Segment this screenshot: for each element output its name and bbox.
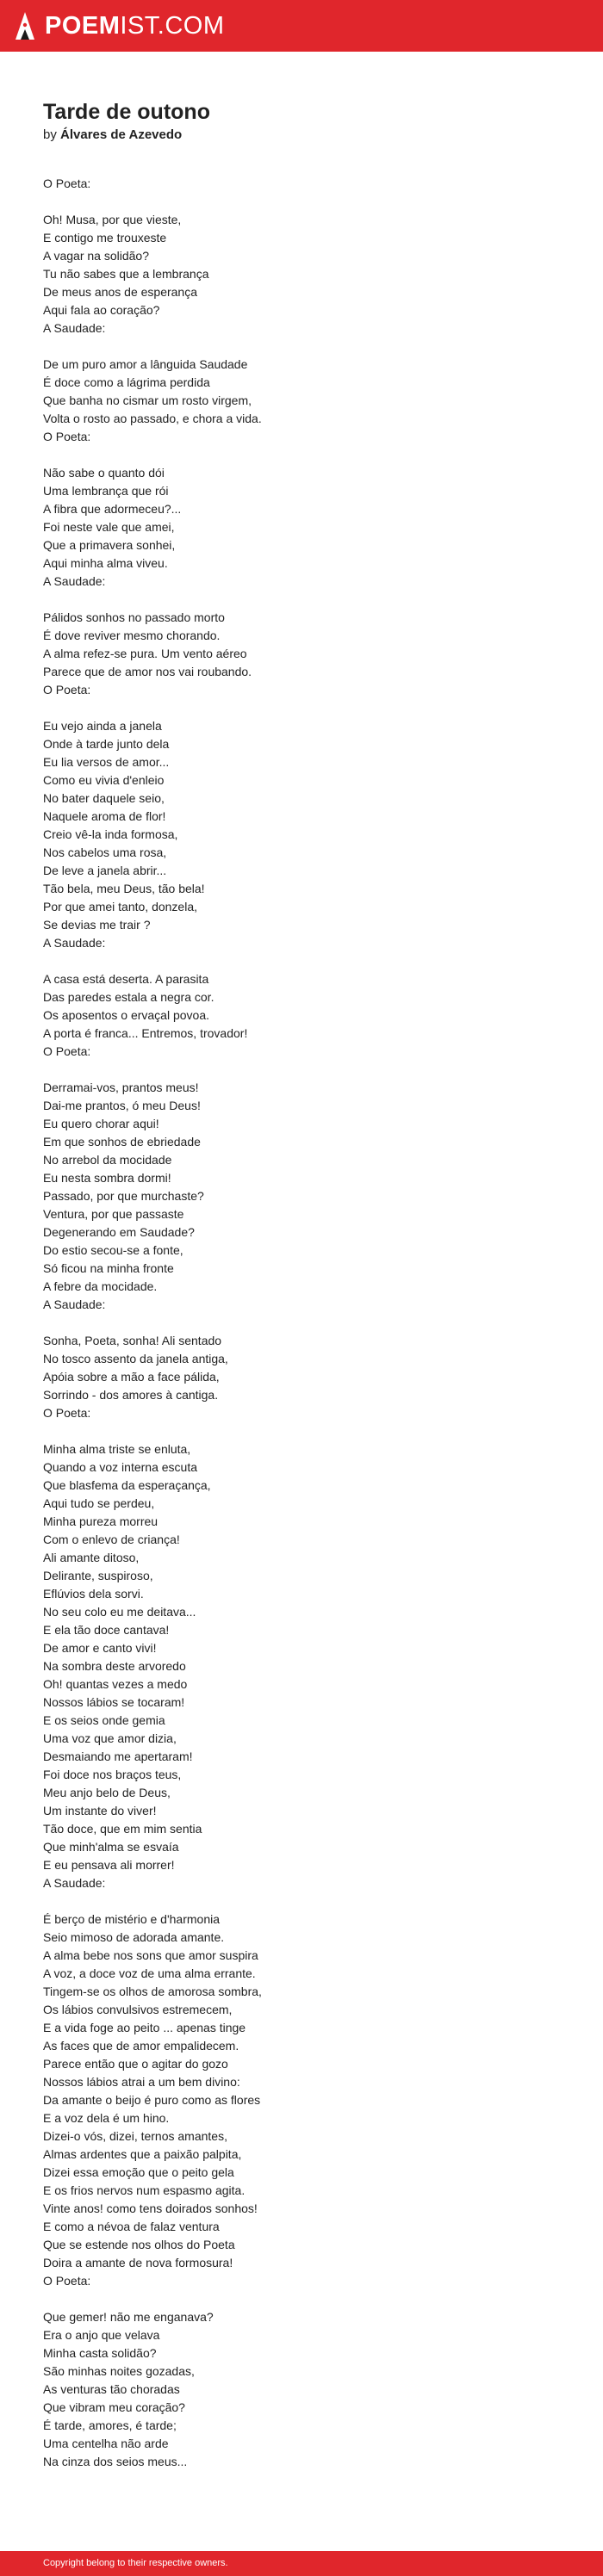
poem-line: É dove reviver mesmo chorando. bbox=[43, 629, 221, 642]
poem-stanza bbox=[43, 2308, 569, 2471]
poem-line: Naquele aroma de flor! bbox=[43, 809, 166, 823]
poem-stanza bbox=[43, 1079, 569, 1314]
poem-body bbox=[43, 175, 569, 2471]
poem-line: Seio mimoso de adorada amante. bbox=[43, 1930, 225, 1944]
poem-stanza bbox=[43, 356, 569, 446]
poem-line: É tarde, amores, é tarde; bbox=[43, 2418, 177, 2432]
poem-line: A casa está deserta. A parasita bbox=[43, 972, 209, 986]
poem-author-link[interactable]: Álvares de Azevedo bbox=[60, 127, 183, 142]
copyright-text: Copyright belong to their respective owners. bbox=[43, 2558, 228, 2568]
poem-line: Na sombra deste arvoredo bbox=[43, 1659, 186, 1673]
poem-stanza bbox=[43, 175, 569, 193]
poem-line: E a vida foge ao peito ... apenas tinge bbox=[43, 2021, 246, 2034]
poem-line: A vagar na solidão? bbox=[43, 249, 149, 263]
poem-line: No bater daquele seio, bbox=[43, 791, 165, 805]
poem-line: A voz, a doce voz de uma alma errante. bbox=[43, 1966, 256, 1980]
poem-line: Derramai-vos, prantos meus! bbox=[43, 1081, 199, 1094]
poem-line: E como a névoa de falaz ventura bbox=[43, 2220, 220, 2233]
poem-line: Delirante, suspiroso, bbox=[43, 1569, 153, 1582]
poem-line: Nossos lábios se tocaram! bbox=[43, 1695, 185, 1709]
poem-line: Eu nesta sombra dormi! bbox=[43, 1171, 171, 1185]
poem-line: Tão bela, meu Deus, tão bela! bbox=[43, 882, 205, 895]
poem-line: Onde à tarde junto dela bbox=[43, 737, 170, 751]
poem-line: As faces que de amor empalidecem. bbox=[43, 2039, 239, 2053]
poem-line: Dizei essa emoção que o peito gela bbox=[43, 2165, 234, 2179]
poem-line: Tingem-se os olhos de amorosa sombra, bbox=[43, 1985, 262, 1998]
poem-line: Parece então que o agitar do gozo bbox=[43, 2057, 228, 2071]
poem-line: De meus anos de esperança bbox=[43, 285, 197, 299]
poem-stanza bbox=[43, 1910, 569, 2290]
poem-line: A Saudade: bbox=[43, 1876, 106, 1890]
poem-line: Um instante do viver! bbox=[43, 1804, 157, 1817]
poem-line: Nos cabelos uma rosa, bbox=[43, 845, 167, 859]
poem-line: O Poeta: bbox=[43, 430, 91, 443]
poem-line: Minha pureza morreu bbox=[43, 1514, 159, 1528]
poem-container bbox=[43, 99, 569, 2489]
poem-line: E a voz dela é um hino. bbox=[43, 2111, 170, 2125]
poem-line: No seu colo eu me deitava... bbox=[43, 1605, 196, 1619]
poem-line: Só ficou na minha fronte bbox=[43, 1261, 174, 1275]
poem-line: Tu não sabes que a lembrança bbox=[43, 267, 209, 281]
poem-line: Que banha no cismar um rosto virgem, bbox=[43, 393, 252, 407]
poem-line: Doira a amante de nova formosura! bbox=[43, 2256, 233, 2269]
poem-line: Os aposentos o ervaçal povoa. bbox=[43, 1008, 210, 1022]
poem-line: Meu anjo belo de Deus, bbox=[43, 1786, 171, 1799]
poem-line: O Poeta: bbox=[43, 1044, 91, 1058]
poem-line: Pálidos sonhos no passado morto bbox=[43, 610, 225, 624]
poem-line: Ali amante ditoso, bbox=[43, 1551, 140, 1564]
poem-line: Degenerando em Saudade? bbox=[43, 1225, 195, 1239]
poem-line: E eu pensava ali morrer! bbox=[43, 1858, 175, 1872]
poem-line: O Poeta: bbox=[43, 2274, 91, 2288]
poem-line: Ventura, por que passaste bbox=[43, 1207, 184, 1221]
poem-line: Aqui fala ao coração? bbox=[43, 303, 160, 317]
poem-line: Era o anjo que velava bbox=[43, 2328, 160, 2342]
poem-line: A alma refez-se pura. Um vento aéreo bbox=[43, 647, 247, 660]
poem-byline bbox=[43, 127, 569, 144]
poem-line: Não sabe o quanto dói bbox=[43, 466, 165, 480]
poem-line: Uma voz que amor dizia, bbox=[43, 1731, 177, 1745]
site-footer bbox=[0, 2551, 603, 2576]
byline-prefix: by bbox=[43, 127, 57, 142]
poem-line: É doce como a lágrima perdida bbox=[43, 375, 210, 389]
poem-line: Parece que de amor nos vai roubando. bbox=[43, 665, 252, 678]
poem-line: Aqui minha alma viveu. bbox=[43, 556, 168, 570]
poem-line: É berço de mistério e d'harmonia bbox=[43, 1912, 220, 1926]
poem-line: Da amante o beijo é puro como as flores bbox=[43, 2093, 261, 2107]
poem-line: Que blasfema da esperaçança, bbox=[43, 1478, 211, 1492]
poem-line: A Saudade: bbox=[43, 574, 106, 588]
poem-line: No tosco assento da janela antiga, bbox=[43, 1352, 228, 1365]
poem-line: Creio vê-la inda formosa, bbox=[43, 827, 178, 841]
poem-line: Desmaiando me apertaram! bbox=[43, 1749, 193, 1763]
poem-line: Dizei-o vós, dizei, ternos amantes, bbox=[43, 2129, 227, 2143]
poem-line: E ela tão doce cantava! bbox=[43, 1623, 170, 1637]
poem-line: Tão doce, que em mim sentia bbox=[43, 1822, 202, 1836]
site-header bbox=[0, 0, 603, 52]
poem-line: Que gemer! não me enganava? bbox=[43, 2310, 214, 2324]
poem-line: No arrebol da mocidade bbox=[43, 1153, 172, 1167]
logo-wordmark: POEMIST.COM bbox=[45, 11, 225, 40]
poem-line: E os seios onde gemia bbox=[43, 1713, 165, 1727]
poem-line: Oh! quantas vezes a medo bbox=[43, 1677, 188, 1691]
poem-line: Oh! Musa, por que vieste, bbox=[43, 213, 182, 226]
poem-line: Os lábios convulsivos estremecem, bbox=[43, 2003, 233, 2016]
poem-line: Almas ardentes que a paixão palpita, bbox=[43, 2147, 242, 2161]
poem-line: A Saudade: bbox=[43, 321, 106, 335]
poem-line: Sonha, Poeta, sonha! Ali sentado bbox=[43, 1334, 222, 1347]
poem-line: E os frios nervos num espasmo agita. bbox=[43, 2183, 246, 2197]
poem-line: O Poeta: bbox=[43, 683, 91, 697]
poem-line: Das paredes estala a negra cor. bbox=[43, 990, 214, 1004]
poem-line: O Poeta: bbox=[43, 176, 91, 190]
poem-line: As venturas tão choradas bbox=[43, 2382, 180, 2396]
poem-line: São minhas noites gozadas, bbox=[43, 2364, 195, 2378]
poem-stanza bbox=[43, 211, 569, 337]
poem-line: Nossos lábios atrai a um bem divino: bbox=[43, 2075, 240, 2089]
poem-line: Sorrindo - dos amores à cantiga. bbox=[43, 1388, 219, 1402]
poem-line: Foi doce nos braços teus, bbox=[43, 1768, 182, 1781]
poem-line: Dai-me prantos, ó meu Deus! bbox=[43, 1099, 201, 1112]
poem-line: A Saudade: bbox=[43, 936, 106, 950]
poem-line: Do estio secou-se a fonte, bbox=[43, 1243, 183, 1257]
poem-line: Com o enlevo de criança! bbox=[43, 1533, 180, 1546]
poem-line: Minha alma triste se enluta, bbox=[43, 1442, 191, 1456]
poem-line: A alma bebe nos sons que amor suspira bbox=[43, 1948, 258, 1962]
poem-line: Eu lia versos de amor... bbox=[43, 755, 170, 769]
poem-line: Que minh'alma se esvaía bbox=[43, 1840, 179, 1854]
pen-nib-logo-icon bbox=[14, 10, 36, 41]
poem-line: Volta o rosto ao passado, e chora a vida. bbox=[43, 412, 262, 425]
poem-line: A Saudade: bbox=[43, 1297, 106, 1311]
poem-line: Uma centelha não arde bbox=[43, 2437, 169, 2450]
poem-line: Eflúvios dela sorvi. bbox=[43, 1587, 144, 1601]
poem-line: A fibra que adormeceu?... bbox=[43, 502, 182, 516]
poem-stanza bbox=[43, 1440, 569, 1892]
poem-stanza bbox=[43, 609, 569, 699]
poem-line: Foi neste vale que amei, bbox=[43, 520, 175, 534]
poem-line: A febre da mocidade. bbox=[43, 1279, 158, 1293]
poem-line: De leve a janela abrir... bbox=[43, 864, 167, 877]
poem-line: Apóia sobre a mão a face pálida, bbox=[43, 1370, 220, 1384]
poem-line: De um puro amor a lânguida Saudade bbox=[43, 357, 248, 371]
poem-stanza bbox=[43, 717, 569, 952]
poem-line: Minha casta solidão? bbox=[43, 2346, 157, 2360]
poem-line: Eu vejo ainda a janela bbox=[43, 719, 162, 733]
poem-line: Que se estende nos olhos do Poeta bbox=[43, 2238, 235, 2251]
poem-line: Como eu vivia d'enleio bbox=[43, 773, 165, 787]
poem-line: Vinte anos! como tens doirados sonhos! bbox=[43, 2201, 258, 2215]
poem-line: Eu quero chorar aqui! bbox=[43, 1117, 159, 1130]
poem-line: O Poeta: bbox=[43, 1406, 91, 1420]
poem-line: Se devias me trair ? bbox=[43, 918, 151, 932]
poem-line: Na cinza dos seios meus... bbox=[43, 2455, 188, 2468]
poem-line: Por que amei tanto, donzela, bbox=[43, 900, 198, 913]
site-logo[interactable] bbox=[14, 10, 225, 41]
poem-line: E contigo me trouxeste bbox=[43, 231, 167, 245]
poem-line: A porta é franca... Entremos, trovador! bbox=[43, 1026, 248, 1040]
poem-line: Uma lembrança que rói bbox=[43, 484, 169, 498]
poem-stanza bbox=[43, 464, 569, 591]
poem-line: Em que sonhos de ebriedade bbox=[43, 1135, 201, 1149]
poem-stanza bbox=[43, 1332, 569, 1422]
poem-line: Quando a voz interna escuta bbox=[43, 1460, 198, 1474]
poem-title: Tarde de outono bbox=[43, 100, 210, 124]
poem-line: De amor e canto vivi! bbox=[43, 1641, 157, 1655]
poem-line: Aqui tudo se perdeu, bbox=[43, 1496, 155, 1510]
poem-line: Que vibram meu coração? bbox=[43, 2400, 185, 2414]
poem-stanza bbox=[43, 970, 569, 1061]
poem-line: Passado, por que murchaste? bbox=[43, 1189, 204, 1203]
poem-line: Que a primavera sonhei, bbox=[43, 538, 176, 552]
